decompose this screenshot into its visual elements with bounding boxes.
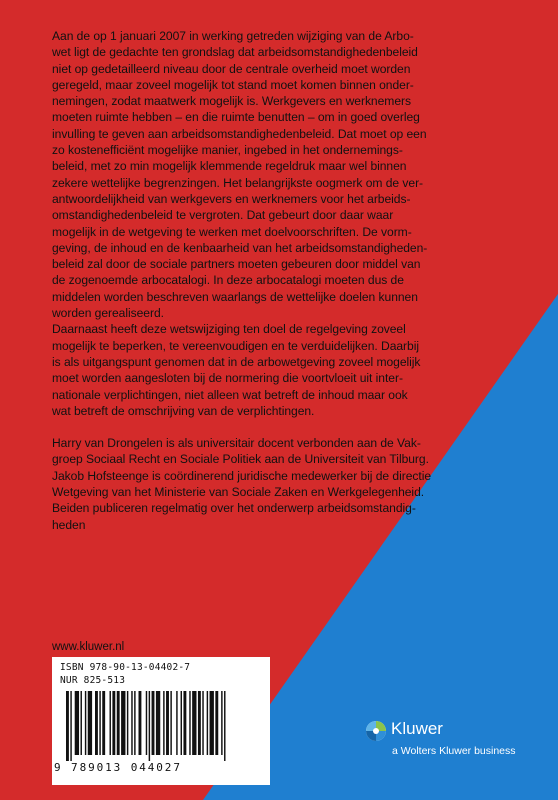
barcode-bar [88, 691, 92, 755]
back-cover-blurb [52, 28, 514, 533]
barcode-bar [149, 691, 150, 761]
barcode-bar [210, 691, 214, 755]
barcode-bar [215, 691, 218, 755]
barcode-bar [189, 691, 190, 755]
barcode-bar [95, 691, 98, 755]
barcode-bar [156, 691, 160, 755]
barcode-bar [127, 691, 128, 755]
publisher-website: www.kluwer.nl [52, 641, 125, 653]
barcode-bar [181, 691, 182, 755]
barcode-bar [224, 691, 225, 761]
barcode-bar [121, 691, 125, 755]
author-bio: Harry van Drongelen is als universitair docent verbonden aan de Vak- groep Sociaal Recht en Sociale Politiek aan de Universiteit van Tilburg. Jakob Hofsteenge is coördinerend juridische medewerker bij de directie Wetgeving van het Ministerie van Sociale Zaken en Werkgelegenheid. Beiden publiceren regelmatig over het onderwerp arbeidsomstandig- heden [52, 436, 432, 532]
barcode-bar [85, 691, 86, 755]
barcode-bar [146, 691, 147, 755]
barcode-bar [170, 691, 171, 755]
barcode-bar [183, 691, 186, 755]
nur-code: NUR 825-513 [60, 675, 126, 686]
barcode-bar [166, 691, 169, 755]
barcode-bar [192, 691, 196, 755]
barcode-bar [110, 691, 111, 755]
barcode-bar [176, 691, 177, 755]
barcode-bar [81, 691, 82, 755]
ean-digits: 9 789013 044027 [54, 761, 182, 774]
barcode-bar [221, 691, 222, 755]
ean-barcode [66, 691, 256, 761]
kluwer-logo [365, 718, 545, 768]
barcode-bar [75, 691, 79, 755]
barcode-bar [102, 691, 105, 755]
barcode-bar [152, 691, 155, 755]
barcode-bar [66, 691, 69, 761]
barcode-bar [202, 691, 203, 755]
barcode-bar [112, 691, 115, 755]
barcode-label [52, 657, 270, 785]
barcode-bar [198, 691, 201, 755]
barcode-bar [163, 691, 164, 755]
blurb-paragraph-1: Aan de op 1 januari 2007 in werking getreden wijziging van de Arbo- wet ligt de gedachte ten grondslag dat arbeidsomstandighedenbeleid niet op gedetailleerd niveau door de centrale overheid moet worden geregeld, maar zoveel mogelijk tot stand moet komen binnen onder- nemingen, zodat maatwerk mogelijk is. Werkgevers en werknemers moeten ruimte hebben – en die ruimte benutten – om in goed overleg invulling te geven aan arbeidsomstandighedenbeleid. Dat moet op een zo kostenefficiënt mogelijke manier, ingebed in het ondernemings- beleid, met zo min mogelijk klemmende regeldruk maar wel binnen zekere wettelijke begrenzingen. Het belangrijkste oogmerk om de ver- antwoordelijkheid van werkgevers en werknemers voor het arbeids- omstandighedenbeleid te vergroten. Dat gebeurt door daar waar mogelijk in de wetgeving te werken met doelvoorschriften. De vorm- geving, de inhoud en de kenbaarheid van het arbeidsomstandigheden- beleid zal door de sociale partners moeten gebeuren door middel van de zogenoemde arbocatalogi. In deze arbocatalogi moeten dus de middelen worden beschreven waarlangs de wettelijke doelen kunnen worden gerealiseerd. [52, 29, 428, 321]
blurb-paragraph-2: Daarnaast heeft deze wetswijziging ten doel de regelgeving zoveel mogelijk te beperken, te vereenvoudigen en te verduidelijken. Daarbij is als uitgangspunt genomen dat in de arbowetgeving zoveel mogelijk moet worden aangesloten bij de normering die voortvloeit uit inter- nationale verplichtingen, niet alleen wat betreft de inhoud maar ook wat betreft de omschrijving van de verplichtingen. [52, 322, 421, 418]
barcode-bar [70, 691, 71, 761]
isbn-number: ISBN 978-90-13-04402-7 [60, 662, 191, 673]
barcode-bar [139, 691, 142, 755]
barcode-bar [99, 691, 100, 755]
kluwer-globe-icon [365, 720, 387, 742]
barcode-bar [131, 691, 132, 755]
kluwer-wordmark: Kluwer [391, 719, 443, 738]
barcode-bar [134, 691, 135, 755]
barcode-bar [207, 691, 208, 755]
barcode-bar [117, 691, 120, 755]
kluwer-tagline: a Wolters Kluwer business [392, 745, 516, 757]
